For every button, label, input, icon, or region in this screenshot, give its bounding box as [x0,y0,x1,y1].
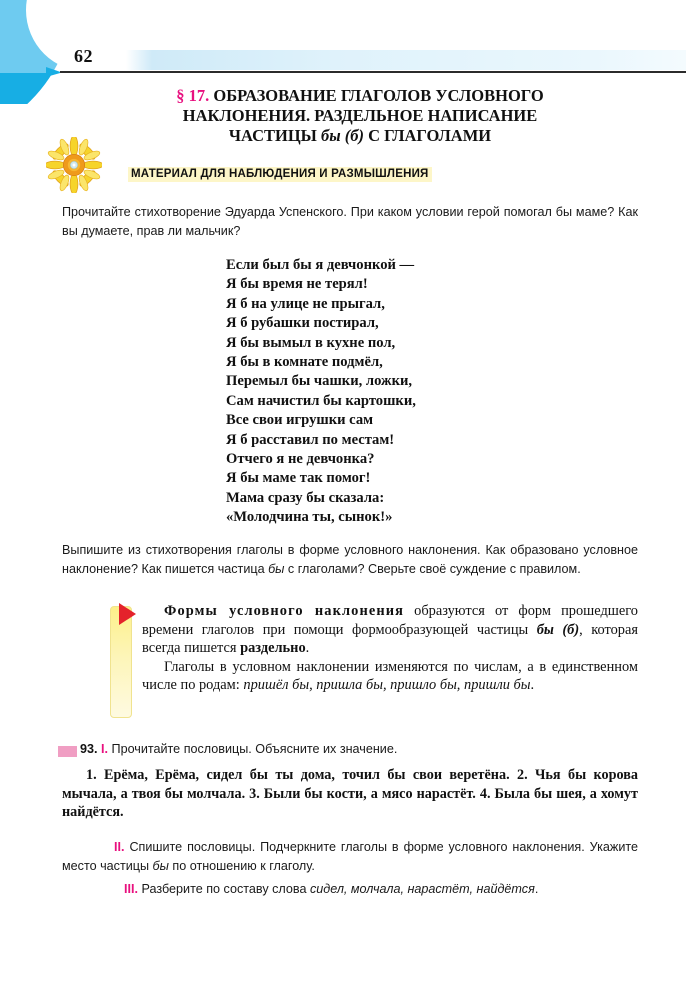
exercise-part-2-text-a: Спишите пословицы. Подчеркните глаголы в форме условного наклонения. Укажите место частицы [62,840,639,873]
task-particle: бы [268,561,285,576]
exercise-part-2-numeral: II. [114,840,125,854]
task-text-b: с глаголами? Сверьте своё суждение с правилом. [284,561,581,576]
exercise-part-3-text-a: Разберите по составу слова [141,882,310,896]
poem-line: Я бы время не терял! [226,276,368,293]
poem-line: «Молодчина ты, сынок!» [226,509,393,526]
poem-line: Все свои игрушки сам [226,412,374,429]
section-title-line-2: НАКЛОНЕНИЯ. РАЗДЕЛЬНОЕ НАПИСАНИЕ [182,106,538,125]
section-title-line-3-prefix: ЧАСТИЦЫ [228,126,321,145]
task-paragraph [62,541,638,578]
poem-line: Я б расставил по местам! [226,431,395,448]
poem-line: Сам начистил бы картошки, [226,392,416,409]
poem-line: Я бы вымыл в кухне пол, [226,334,396,351]
rule-examples: пришёл бы, пришла бы, пришло бы, пришли бы [243,677,531,694]
exercise-heading [80,740,638,759]
poem-line: Перемыл бы чашки, ложки, [226,373,413,390]
header-horizontal-rule [60,71,686,73]
page-number: 62 [74,46,93,66]
rule-particle: бы (б) [536,621,580,638]
rule-term: Формы условного наклонения [164,603,404,619]
rule-p2-a: Глаголы в условном наклонении изменяются по числам, а в единственном числе по родам: [142,658,638,694]
rule-p1-c: . [305,640,310,657]
poem-line: Я б на улице не прыгал, [226,295,385,312]
rule-paragraph-2 [142,658,638,695]
exercise-number: 93. [80,742,98,756]
rule-p1-a: образуются от форм прошедшего времени глаголов при помощи формообразующей частицы [142,603,638,638]
poem-line: Отчего я не девчонка? [226,451,375,468]
poem [226,256,416,528]
poem-line: Если был бы я девчонкой — [226,257,415,273]
task-text-a: Выпишите из стихотворения глаголы в форме условного наклонения. Как образовано условное наклонение? Как пишется частица [62,543,638,576]
section-title-line-1: ОБРАЗОВАНИЕ ГЛАГОЛОВ УСЛОВНОГО [213,86,544,105]
proverbs-text: 1. Ерёма, Ерёма, сидел бы ты дома, точил бы свои веретёна. 2. Чья бы корова мычала, а твоя бы молчала. 3. Были бы кости, а мясо нарастёт. 4. Была бы шея, а хомут найдётся. [62,767,638,821]
exercise-part-2 [62,838,638,875]
corner-decoration [0,0,74,104]
section-title-line-3-suffix: С ГЛАГОЛАМИ [364,126,492,145]
exercise-part-1-text: Прочитайте пословицы. Объясните их значение. [111,742,398,756]
exercise-part-3-words: сидел, молчала, нарастёт, найдётся [309,882,535,896]
rule-emphasis: раздельно [240,640,306,657]
poem-line: Я бы в комнате подмёл, [226,354,383,371]
flower-icon [46,137,102,193]
exercise-part-2-text-b: по отношению к глаголу. [168,858,315,873]
section-title [100,86,620,146]
poem-line: Мама сразу бы сказала: [226,489,385,506]
exercise-part-3 [62,880,638,899]
rule-paragraph-1 [142,602,638,658]
rule-text [142,602,638,695]
poem-line: Я б рубашки постирал, [226,315,379,332]
section-title-particle: бы (б) [320,126,365,145]
exercise-part-2-particle: бы [152,858,169,873]
header-gradient-band [74,50,686,70]
red-triangle-marker-icon [119,603,136,625]
rule-p2-b: . [530,677,535,694]
exercise-part-3-text-b: . [534,882,539,896]
exercise-part-1-numeral: I. [101,742,109,756]
exercise-part-3-numeral: III. [124,882,138,896]
paragraph-mark: § 17. [176,86,210,105]
poem-line: Я бы маме так помог! [226,470,371,487]
pink-square-marker-icon [58,746,77,757]
rule-p1-b: , которая всегда пишется [142,621,638,657]
intro-paragraph: Прочитайте стихотворение Эдуарда Успенского. При каком условии герой помогал бы маме? Как вы думаете, прав ли мальчик? [62,205,638,238]
material-banner: МАТЕРИАЛ ДЛЯ НАБЛЮДЕНИЯ И РАЗМЫШЛЕНИЯ [128,167,432,182]
